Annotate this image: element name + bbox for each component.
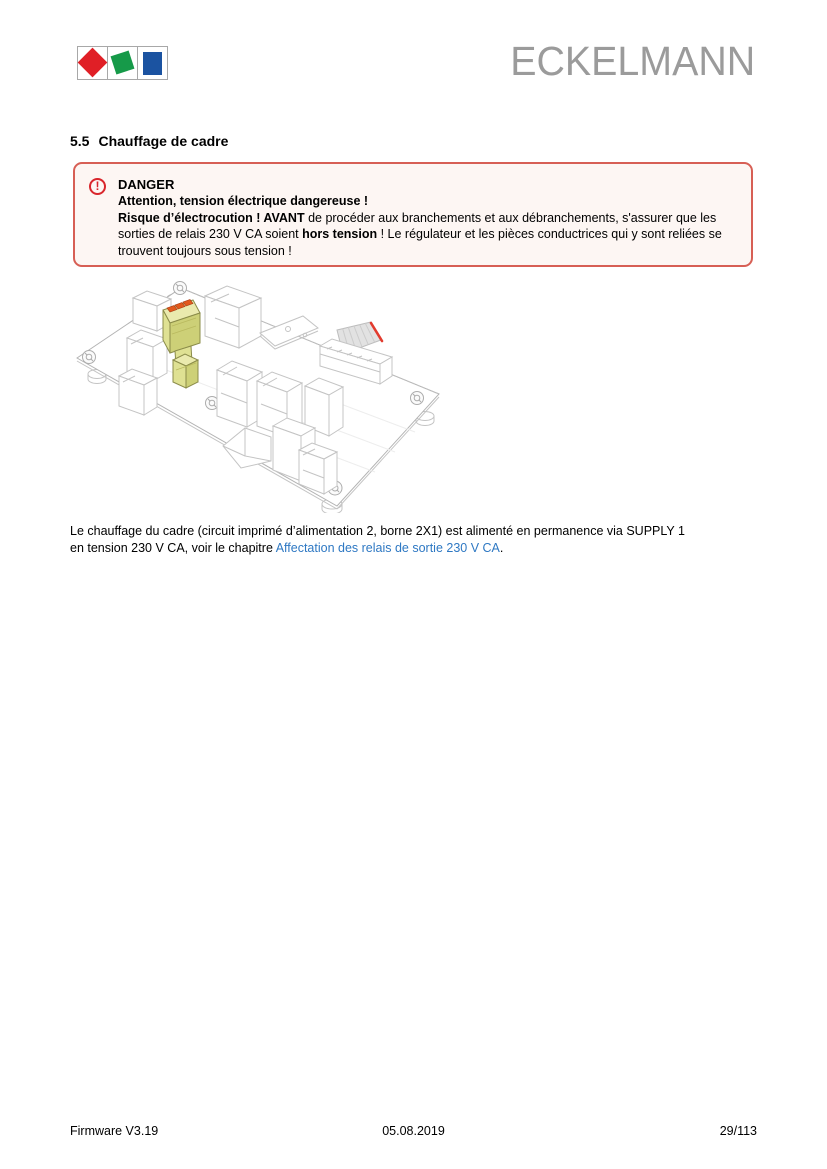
text-run: Risque d’électrocution ! AVANT <box>118 210 305 225</box>
company-logo <box>77 46 168 80</box>
chapter-link[interactable]: Affectation des relais de sortie 230 V CA <box>275 541 500 555</box>
relay-blocks <box>119 286 343 494</box>
text-run: Le chauffage du cadre (circuit imprimé d’alimentation 2, borne 2X1) est alimenté en permanence via SUPPLY 1 <box>70 524 685 538</box>
logo-blue-square-icon <box>143 52 162 75</box>
footer-firmware-version: Firmware V3.19 <box>70 1124 159 1138</box>
logo-cell-red <box>78 47 108 79</box>
text-run: . <box>499 541 504 555</box>
body-paragraph <box>70 523 770 557</box>
warning-body <box>118 210 737 259</box>
footer-date: 05.08.2019 <box>382 1124 445 1138</box>
warning-title: DANGER <box>118 177 175 192</box>
text-run: de procéder aux branchements et aux débranchements, s'assurer que les sorties de relais 230 V CA soient <box>118 210 717 242</box>
brand-wordmark: ECKELMANN <box>510 38 755 84</box>
body-line-2 <box>70 540 770 557</box>
footer-page-number: 29/113 <box>719 1124 757 1138</box>
warning-text <box>116 164 751 259</box>
warning-box <box>73 162 753 267</box>
text-run: hors tension <box>302 227 378 242</box>
section-title: Chauffage de cadre <box>98 133 229 149</box>
logo-cell-blue <box>138 47 167 79</box>
logo-cell-green <box>108 47 138 79</box>
warning-icon-column <box>75 164 116 195</box>
page-footer <box>70 1124 757 1138</box>
circuit-board-drawing <box>75 278 443 513</box>
logo-green-square-icon <box>111 51 135 75</box>
text-run: en tension 230 V CA, voir le chapitre <box>70 541 276 555</box>
exclamation-circle-icon: ! <box>89 178 106 195</box>
section-heading <box>70 133 228 149</box>
body-line-1 <box>70 523 770 540</box>
text-run: ! Le régulateur et les pièces conductrices qui y sont reliées se trouvent toujours sous tension ! <box>118 227 722 258</box>
warning-subtitle: Attention, tension électrique dangereuse ! <box>118 194 369 209</box>
logo-red-diamond-icon <box>78 48 108 78</box>
figure-circuit-board <box>75 278 443 513</box>
section-number: 5.5 <box>70 133 90 149</box>
